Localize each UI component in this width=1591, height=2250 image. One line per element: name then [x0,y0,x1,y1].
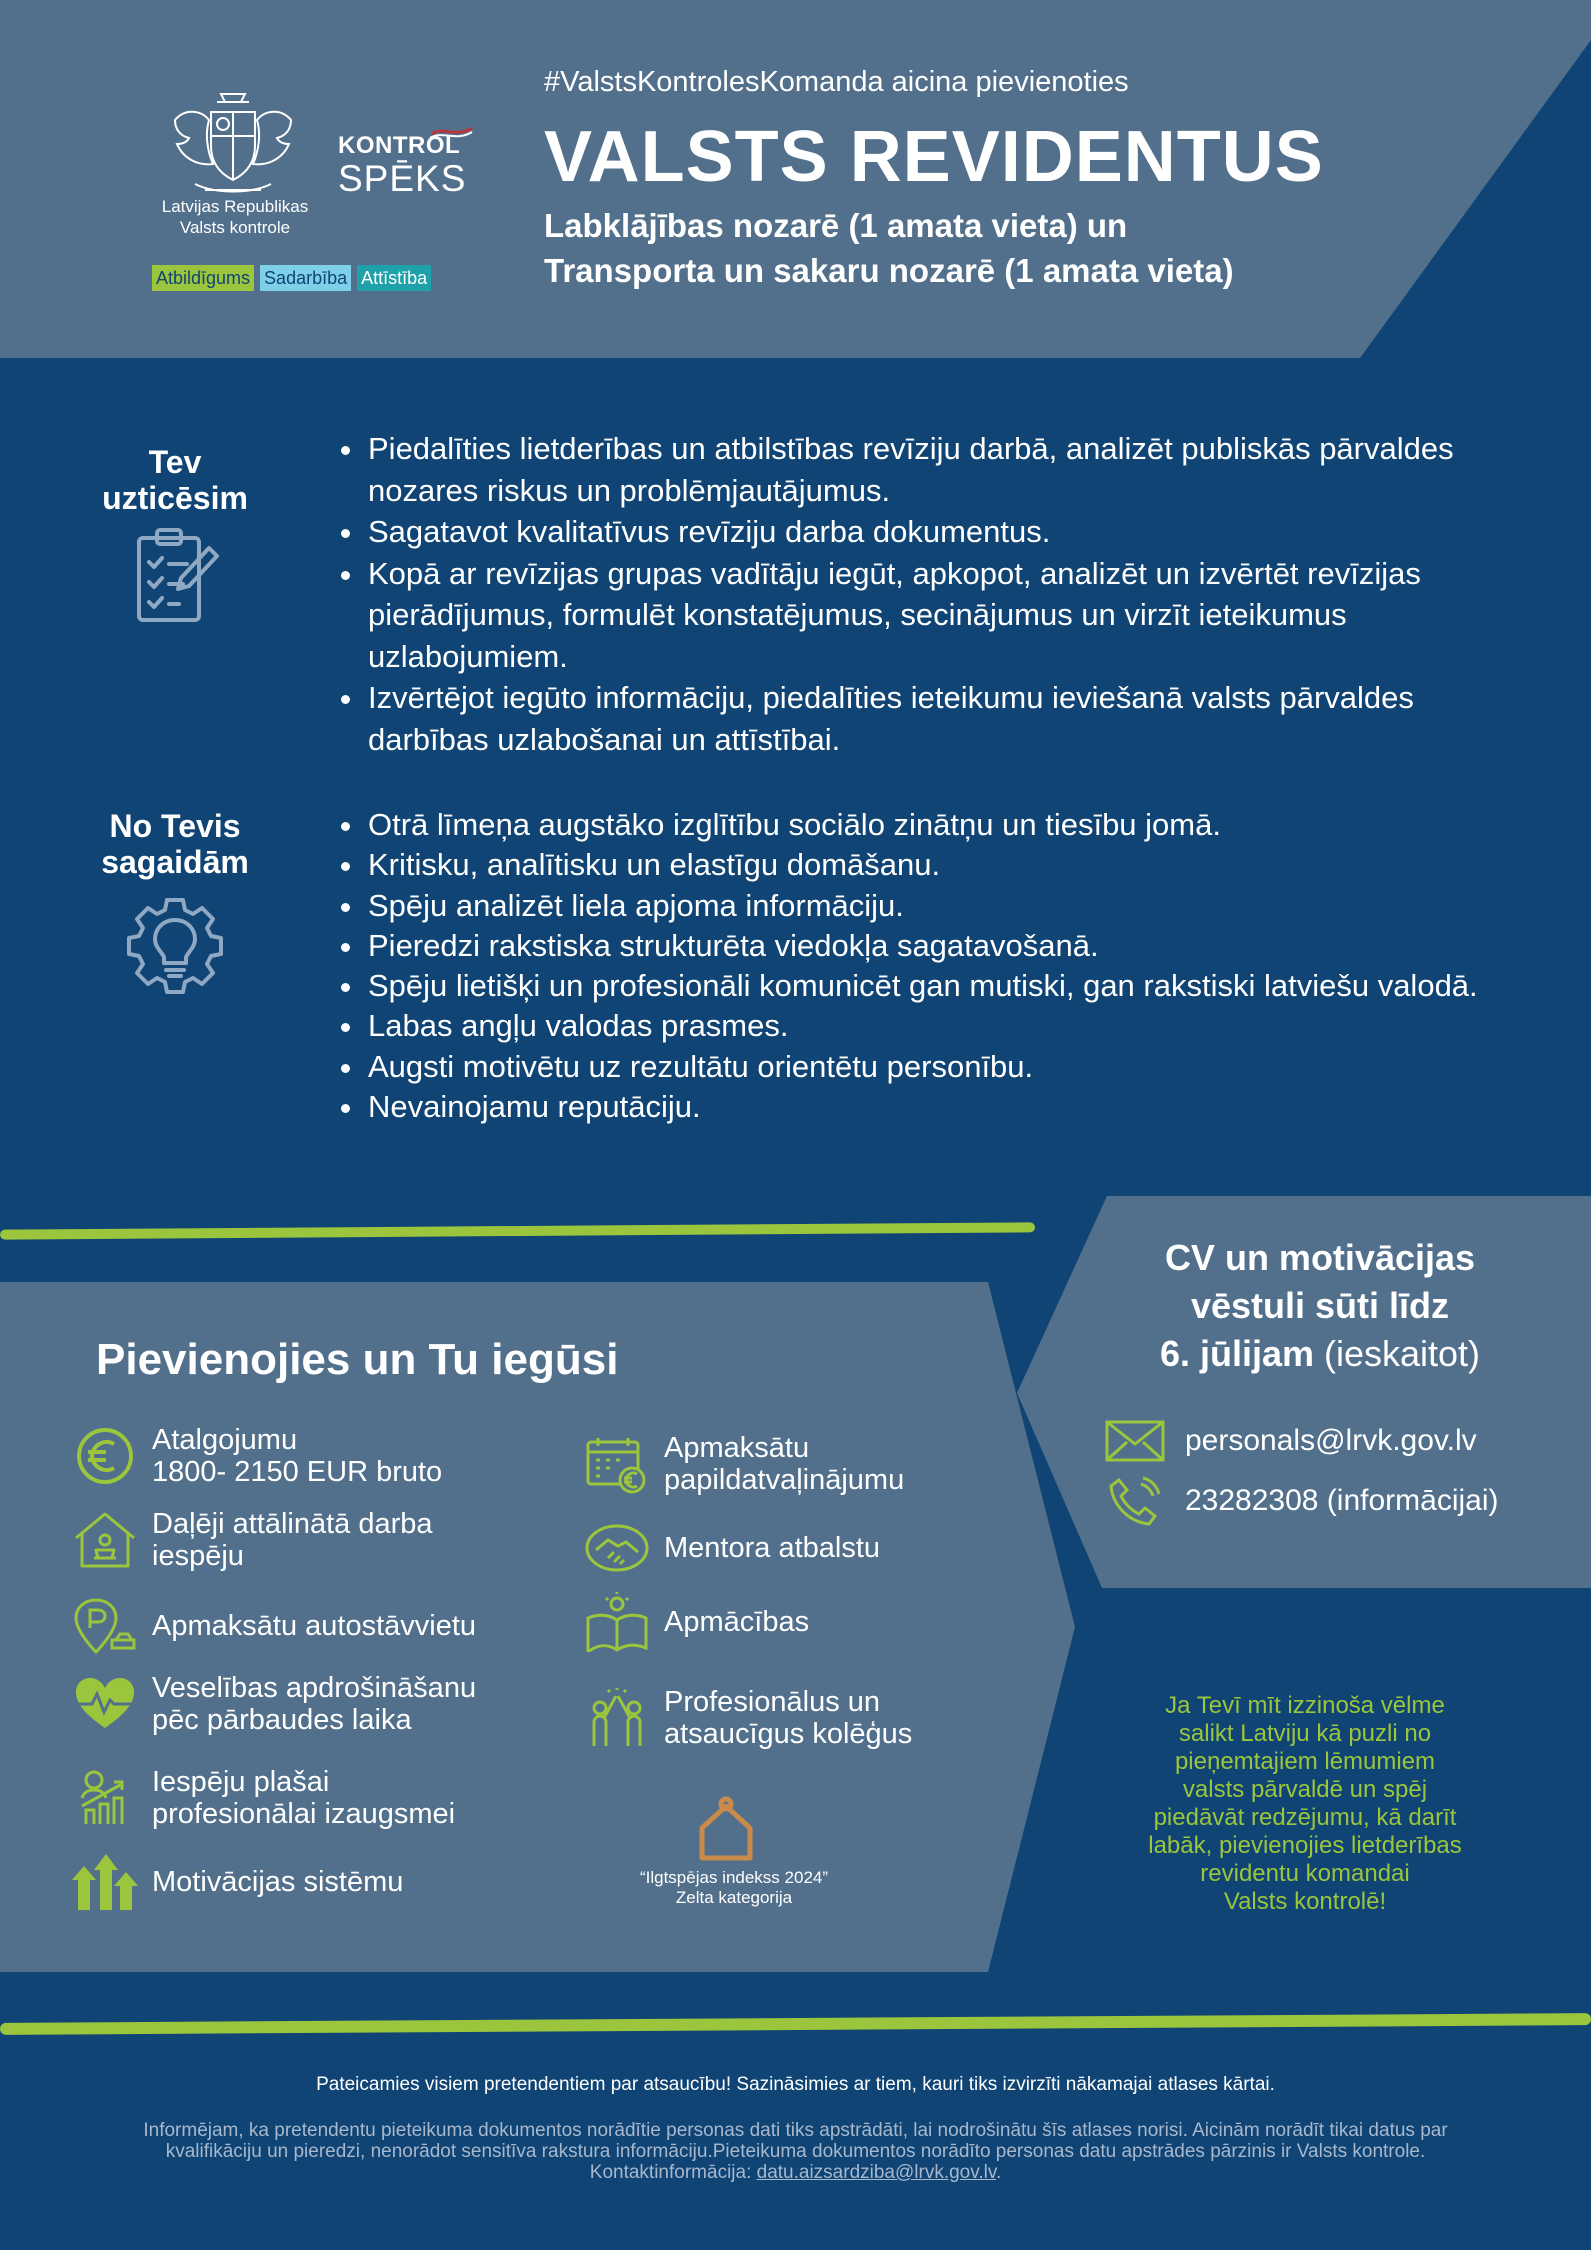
invite-line: valsts pārvaldē un spēj [1182,1776,1428,1803]
list-item: • Spēju lietišķi un profesionāli komunicēt gan mutiski, gan rakstiski latviešu valodā. [366,966,1496,1006]
phone-number[interactable]: 23282308 (informācijai) [1185,1484,1499,1517]
benefit-line: Mentora atbalstu [664,1532,881,1564]
benefits-title: Pievienojies un Tu iegūsi [96,1335,619,1384]
invite-text [1110,1692,1500,1916]
trust-list [322,428,1496,760]
green-divider [0,2013,1591,2035]
arrows-up-icon [72,1852,138,1912]
cv-deadline [1110,1234,1530,1378]
privacy-notice [60,2120,1531,2183]
org-name [140,196,330,238]
invite-line: labāk, pievienojies lietderības [1148,1832,1462,1859]
benefit-line: atsaucīgus kolēģus [664,1718,913,1750]
calendar-euro-icon [584,1434,650,1494]
benefit-line: profesionālai izaugsmei [152,1798,456,1830]
benefit-growth [72,1766,455,1830]
growth-chart-icon [72,1768,138,1828]
benefit-line: 1800- 2150 EUR bruto [152,1456,443,1488]
trust-label-line1: Tev [148,444,202,480]
invite-line: Valsts kontrolē! [1223,1888,1387,1915]
privacy-line1: Informējam, ka pretendentu pieteikuma dokumentos norādītie personas dati tiks apstrādāti, lai nodrošinātu šīs atlases norisi. Aicinām norādīt tikai datus par [143,2120,1448,2141]
cv-date: 6. jūlijam [1159,1333,1314,1374]
list-item: • Nevainojamu reputāciju. [366,1087,1496,1127]
contact-phone[interactable] [1105,1476,1499,1526]
value-tag: Attīstība [357,265,431,291]
award-line1: “Ilgtspējas indekss 2024” [639,1868,829,1887]
benefit-line: Apmaksātu autostāvvietu [152,1610,477,1642]
benefit-health-insurance [72,1672,476,1736]
coat-of-arms-icon [165,80,301,198]
thanks-note: Pateicamies visiem pretendentiem par atsaucību! Sazināsimies ar tiem, kauri tiks izvirzīti nākamajai atlases kārtai. [316,2074,1275,2095]
contact-email[interactable] [1105,1416,1477,1466]
trust-label-line2: uzticēsim [102,480,248,516]
sustainability-award-icon [696,1796,756,1862]
list-item: • Sagatavot kvalitatīvus revīziju darba dokumentus. [366,511,1496,553]
benefit-motivation [72,1852,403,1912]
benefit-line: Apmaksātu [664,1432,810,1464]
page-title: VALSTS REVIDENTUS [544,117,1324,197]
benefit-line: Apmācības [664,1606,810,1638]
page-subtitle [544,203,1234,293]
section-label-trust [70,444,280,516]
list-item: • Labas angļu valodas prasmes. [366,1006,1496,1046]
invite-line: pieņemtajiem lēmumiem [1174,1748,1436,1775]
benefit-line: Atalgojumu [152,1424,298,1456]
benefit-mentor [584,1518,880,1578]
expect-label-line2: sagaidām [101,844,249,880]
invite-line: revidentu komandai [1200,1860,1410,1887]
list-item: • Kopā ar revīzijas grupas vadītāju iegūt, apkopot, analizēt un izvērtēt revīzijas pierādījumus, formulēt konstatējumus, secinājumus un virzīt ieteikumus uzlabojumiem. [366,553,1496,678]
clipboard-checklist-icon [125,526,225,626]
privacy-email-link[interactable]: datu.aizsardziba@lrvk.gov.lv [756,2162,996,2183]
benefit-salary [72,1424,442,1488]
book-bulb-icon [584,1592,650,1652]
invite-line: piedāvāt redzējumu, kā darīt [1153,1804,1457,1831]
home-office-icon [72,1510,138,1570]
award-caption [618,1868,850,1908]
cv-date-note: (ieskaitot) [1314,1333,1481,1374]
list-item: • Kritisku, analītisku un elastīgu domāšanu. [366,845,1496,885]
benefit-training [584,1592,809,1652]
contact-prefix: Kontaktinformācija: [589,2162,757,2183]
list-item: • Pieredzi rakstiska strukturēta viedokļa sagatavošanā. [366,926,1496,966]
subtitle-line1: Labklājības nozarē (1 amata vieta) un [544,207,1128,244]
cv-line1: CV un motivācijas [1164,1237,1476,1278]
subtitle-line2: Transporta un sakaru nozarē (1 amata vieta) [544,252,1234,289]
parking-icon [72,1596,138,1656]
benefit-line: pēc pārbaudes laika [152,1704,412,1736]
gear-lightbulb-icon [125,894,225,994]
benefit-line: iespēju [152,1540,244,1572]
value-tag: Sadarbība [260,265,351,291]
contact-suffix: . [995,2162,1002,2183]
benefit-line: Motivācijas sistēmu [152,1866,404,1898]
brand-speks: SPĒKS [338,158,467,199]
privacy-line2: kvalifikāciju un pieredzi, nenorādot sensitīva rakstura informāciju.Pieteikuma dokumentos norādīto personas datu apstrādes pārzinis ir Valsts kontrole. [165,2141,1426,2162]
handshake-icon [584,1518,650,1578]
invite-line: Ja Tevī mīt izzinoša vēlme [1165,1692,1445,1719]
value-tag: Atbildīgums [152,265,254,291]
list-item: • Spēju analizēt liela apjoma informāciju. [366,886,1496,926]
phone-icon [1105,1476,1165,1526]
benefit-colleagues [584,1686,912,1750]
benefit-extra-leave [584,1432,904,1496]
hashtag: #ValstsKontrolesKomanda aicina pievienoties [544,66,1129,98]
expect-label-line1: No Tevis [109,808,241,844]
benefit-line: Iespēju plašai [152,1766,330,1798]
benefit-line: papildatvaļinājumu [664,1464,905,1496]
list-item: • Augsti motivētu uz rezultātu orientētu personību. [366,1047,1496,1087]
values-tags [152,265,431,291]
benefit-line: Profesionālus un [664,1686,881,1718]
brand-kontrol: KONTROL [338,132,461,159]
invite-line: salikt Latviju kā puzli no [1178,1720,1432,1747]
award-line2: Zelta kategorija [675,1888,793,1907]
benefit-line: Veselības apdrošināšanu [152,1672,477,1704]
list-item: • Otrā līmeņa augstāko izglītību sociālo zinātņu un tiesību jomā. [366,805,1496,845]
list-item: • Izvērtējot iegūto informāciju, piedalīties ieteikumu ieviešanā valsts pārvaldes darbības uzlabošanai un attīstībai. [366,677,1496,760]
heart-pulse-icon [72,1674,138,1734]
list-item: • Piedalīties lietderības un atbilstības revīziju darbā, analizēt publiskās pārvaldes nozares riskus un problēmjautājumus. [366,428,1496,511]
email-link[interactable]: personals@lrvk.gov.lv [1185,1424,1477,1457]
colleagues-high-five-icon [584,1688,650,1748]
benefit-remote-work [72,1508,433,1572]
benefit-parking [72,1596,476,1656]
green-divider [0,1222,1035,1239]
benefit-line: Daļēji attālinātā darba [152,1508,433,1540]
section-label-expect [70,808,280,880]
expect-list [322,805,1496,1127]
euro-coin-icon [72,1426,138,1486]
org-name-line2: Valsts kontrole [179,218,291,237]
cv-line2: vēstuli sūti līdz [1190,1285,1450,1326]
org-name-line1: Latvijas Republikas [161,197,309,216]
envelope-icon [1105,1416,1165,1466]
